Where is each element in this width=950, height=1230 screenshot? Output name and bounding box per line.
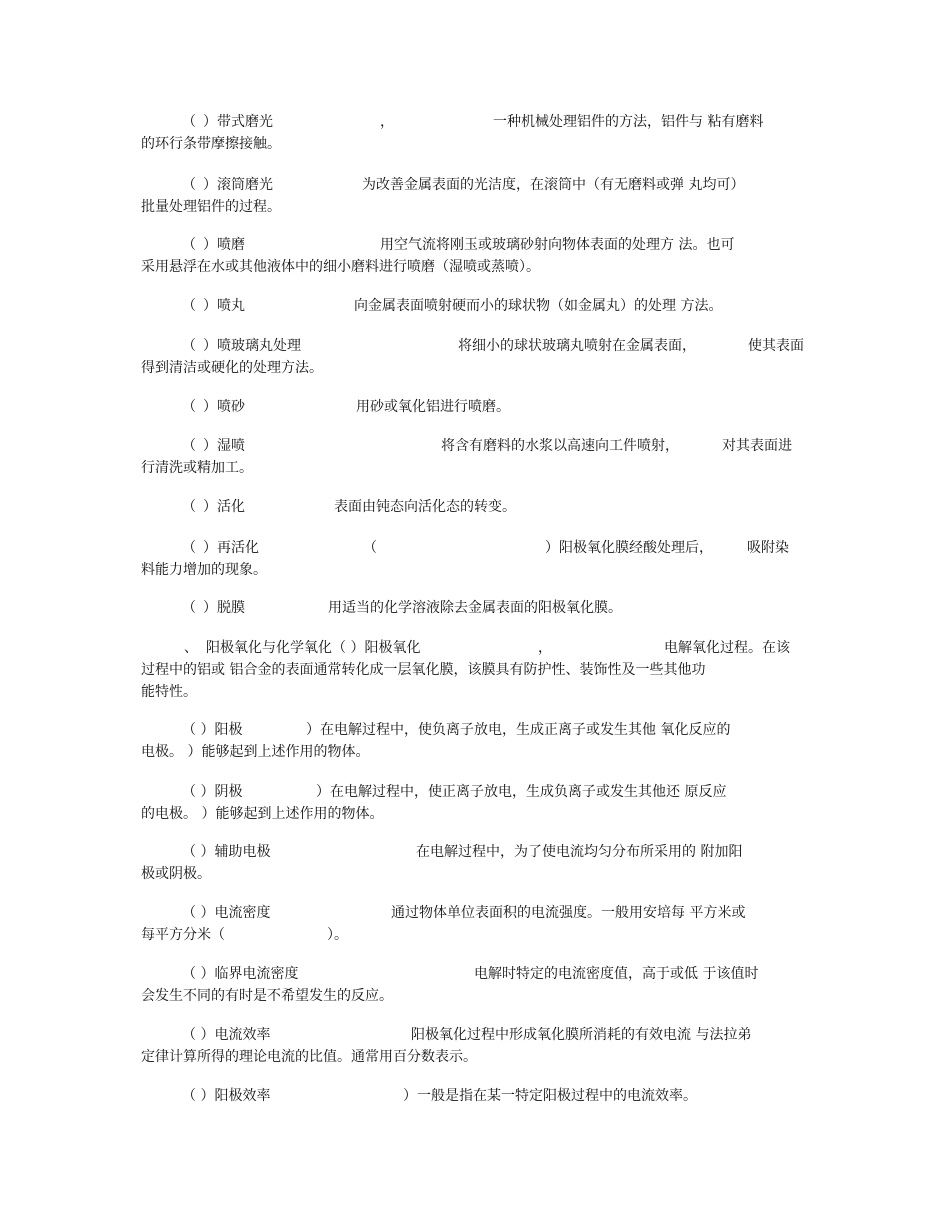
glossary-entry-e17 — [141, 1024, 811, 1068]
text-segment: ）喷丸 — [203, 298, 245, 314]
glossary-entry-e4 — [141, 295, 811, 317]
text-segment: 电解时特定的电流密度值，高于或低 于该值时 — [474, 966, 759, 982]
text-segment: 用空气流将刚玉或玻璃砂射向物体表面的处理方 法。也可 — [380, 237, 735, 253]
text-segment: 阳极氧化过程中形成氧化膜所消耗的有效电流 与法拉弟 — [411, 1027, 752, 1043]
text-segment: （ — [182, 338, 196, 354]
text-segment: 过程中的铝或 铝合金的表面通常转化成一层氧化膜，该膜具有防护性、装饰性及一些其他功 — [141, 662, 706, 678]
text-segment: 一种机械处理铝件的方法，铝件与 粘有磨料 — [493, 114, 764, 130]
glossary-entry-e3 — [141, 234, 811, 278]
text-segment: 表面由钝态向活化态的转变。 — [334, 499, 516, 515]
entry-line — [141, 741, 811, 763]
text-segment: （ ）阳极效率 — [182, 1088, 271, 1104]
entry-line — [141, 963, 811, 985]
text-segment: （ — [182, 600, 196, 616]
text-segment: 阳极氧化与化学氧化（ ）阳极氧化 — [206, 640, 421, 656]
entry-line — [141, 457, 811, 479]
text-segment: ）滚筒磨光 — [203, 177, 273, 193]
entry-line — [141, 924, 811, 946]
glossary-entry-e6 — [141, 396, 811, 418]
entry-line — [141, 559, 811, 581]
entry-line — [141, 681, 811, 703]
text-segment: 料能力增加的现象。 — [141, 562, 267, 578]
entry-line — [141, 435, 811, 457]
text-segment: （ ）阳极 — [182, 722, 243, 738]
entry-line — [141, 357, 811, 379]
text-segment: （ ）电流密度 — [182, 905, 271, 921]
entry-line — [141, 234, 811, 256]
glossary-entry-e9 — [141, 537, 811, 581]
text-segment: ）活化 — [203, 499, 245, 515]
entry-line — [141, 597, 811, 619]
text-segment: （ — [182, 298, 196, 314]
text-segment: 极或阴极。 — [141, 866, 211, 882]
text-segment: 对其表面进 — [722, 438, 792, 454]
text-segment: ）脱膜 — [203, 600, 245, 616]
text-segment: ）带式磨光 — [203, 114, 273, 130]
entry-line — [141, 295, 811, 317]
entry-line — [141, 781, 811, 803]
text-segment: （ — [182, 114, 196, 130]
glossary-entry-e15 — [141, 902, 811, 946]
glossary-entry-e2 — [141, 174, 811, 218]
text-segment: ）。 — [327, 927, 348, 943]
text-segment: ）湿喷 — [203, 438, 245, 454]
text-segment: 使其表面 — [748, 338, 804, 354]
entry-line — [141, 863, 811, 885]
text-segment: 会发生不同的有时是不希望发生的反应。 — [141, 988, 393, 1004]
text-segment: ， — [380, 114, 394, 130]
text-segment: 将细小的球状玻璃丸喷射在金属表面， — [458, 338, 696, 354]
text-segment: 能特性。 — [141, 684, 197, 700]
glossary-entry-e12 — [141, 719, 811, 763]
glossary-entry-e10 — [141, 597, 811, 619]
text-segment: 的环行条带摩擦接触。 — [141, 136, 281, 152]
text-segment: （ ）阴极 — [182, 784, 243, 800]
text-segment: ）喷玻璃丸处理 — [203, 338, 301, 354]
text-segment: （ ）电流效率 — [182, 1027, 271, 1043]
text-segment: ）在电解过程中，使正离子放电，生成负离子或发生其他还 原反应 — [316, 784, 727, 800]
text-segment: （ — [182, 237, 196, 253]
glossary-entry-e1 — [141, 111, 811, 155]
entry-line — [141, 496, 811, 518]
entry-line — [141, 659, 811, 681]
entry-line — [141, 335, 811, 357]
text-segment: 在电解过程中，为了使电流均匀分布所采用的 附加阳 — [416, 844, 743, 860]
text-segment: 吸附染 — [747, 540, 789, 556]
text-segment: （ — [363, 540, 377, 556]
text-segment: ）喷砂 — [203, 399, 245, 415]
entry-line — [141, 1085, 811, 1107]
text-segment: 电解氧化过程。在该 — [664, 640, 790, 656]
text-segment: （ — [182, 540, 196, 556]
entry-line — [141, 985, 811, 1007]
entry-line — [141, 1046, 811, 1068]
text-segment: 行清洗或精加工。 — [141, 460, 253, 476]
text-segment: 通过物体单位表面积的电流强度。一般用安培每 平方米或 — [391, 905, 746, 921]
glossary-entry-e11 — [141, 637, 811, 703]
text-segment: 将含有磨料的水浆以高速向工件喷射， — [441, 438, 679, 454]
text-segment: ， — [538, 640, 552, 656]
text-segment: 电极。 ）能够起到上述作用的物体。 — [141, 744, 370, 760]
text-segment: ）在电解过程中，使负离子放电，生成正离子或发生其他 氧化反应的 — [306, 722, 731, 738]
entry-line — [141, 637, 811, 659]
glossary-entry-e5 — [141, 335, 811, 379]
text-segment: （ — [182, 177, 196, 193]
entry-line — [141, 174, 811, 196]
text-segment: ）喷磨 — [203, 237, 245, 253]
text-segment: ）阳极氧化膜经酸处理后， — [545, 540, 713, 556]
entry-line — [141, 902, 811, 924]
entry-line — [141, 803, 811, 825]
entry-line — [141, 133, 811, 155]
text-segment: （ ）辅助电极 — [182, 844, 271, 860]
text-segment: 的电极。 ）能够起到上述作用的物体。 — [141, 806, 384, 822]
text-segment: （ — [182, 399, 196, 415]
entry-line — [141, 1024, 811, 1046]
text-segment: （ — [182, 438, 196, 454]
entry-line — [141, 719, 811, 741]
glossary-entry-e18 — [141, 1085, 811, 1107]
entry-line — [141, 111, 811, 133]
text-segment: 得到清洁或硬化的处理方法。 — [141, 360, 323, 376]
text-segment: ）再活化 — [203, 540, 259, 556]
glossary-entry-e14 — [141, 841, 811, 885]
text-segment: ）一般是指在某一特定阳极过程中的电流效率。 — [403, 1088, 697, 1104]
entry-line — [141, 841, 811, 863]
text-segment: 、 — [184, 640, 198, 656]
entry-line — [141, 537, 811, 559]
text-segment: 每平方分米（ — [141, 927, 225, 943]
entry-line — [141, 396, 811, 418]
glossary-entry-e16 — [141, 963, 811, 1007]
glossary-entry-e8 — [141, 496, 811, 518]
entry-line — [141, 196, 811, 218]
text-segment: （ ）临界电流密度 — [182, 966, 299, 982]
glossary-entry-e7 — [141, 435, 811, 479]
text-segment: 用适当的化学溶液除去金属表面的阳极氧化膜。 — [328, 600, 622, 616]
entry-line — [141, 256, 811, 278]
text-segment: 为改善金属表面的光洁度，在滚筒中（有无磨料或弹 丸均可） — [362, 177, 745, 193]
text-segment: 用砂或氧化铝进行喷磨。 — [356, 399, 510, 415]
text-segment: 采用悬浮在水或其他液体中的细小磨料进行喷磨（湿喷或蒸喷）。 — [141, 259, 540, 275]
text-segment: 向金属表面喷射硬而小的球状物（如金属丸）的处理 方法。 — [354, 298, 723, 314]
glossary-entry-e13 — [141, 781, 811, 825]
text-segment: （ — [182, 499, 196, 515]
text-segment: 批量处理铝件的过程。 — [141, 199, 281, 215]
text-segment: 定律计算所得的理论电流的比值。通常用百分数表示。 — [141, 1049, 477, 1065]
